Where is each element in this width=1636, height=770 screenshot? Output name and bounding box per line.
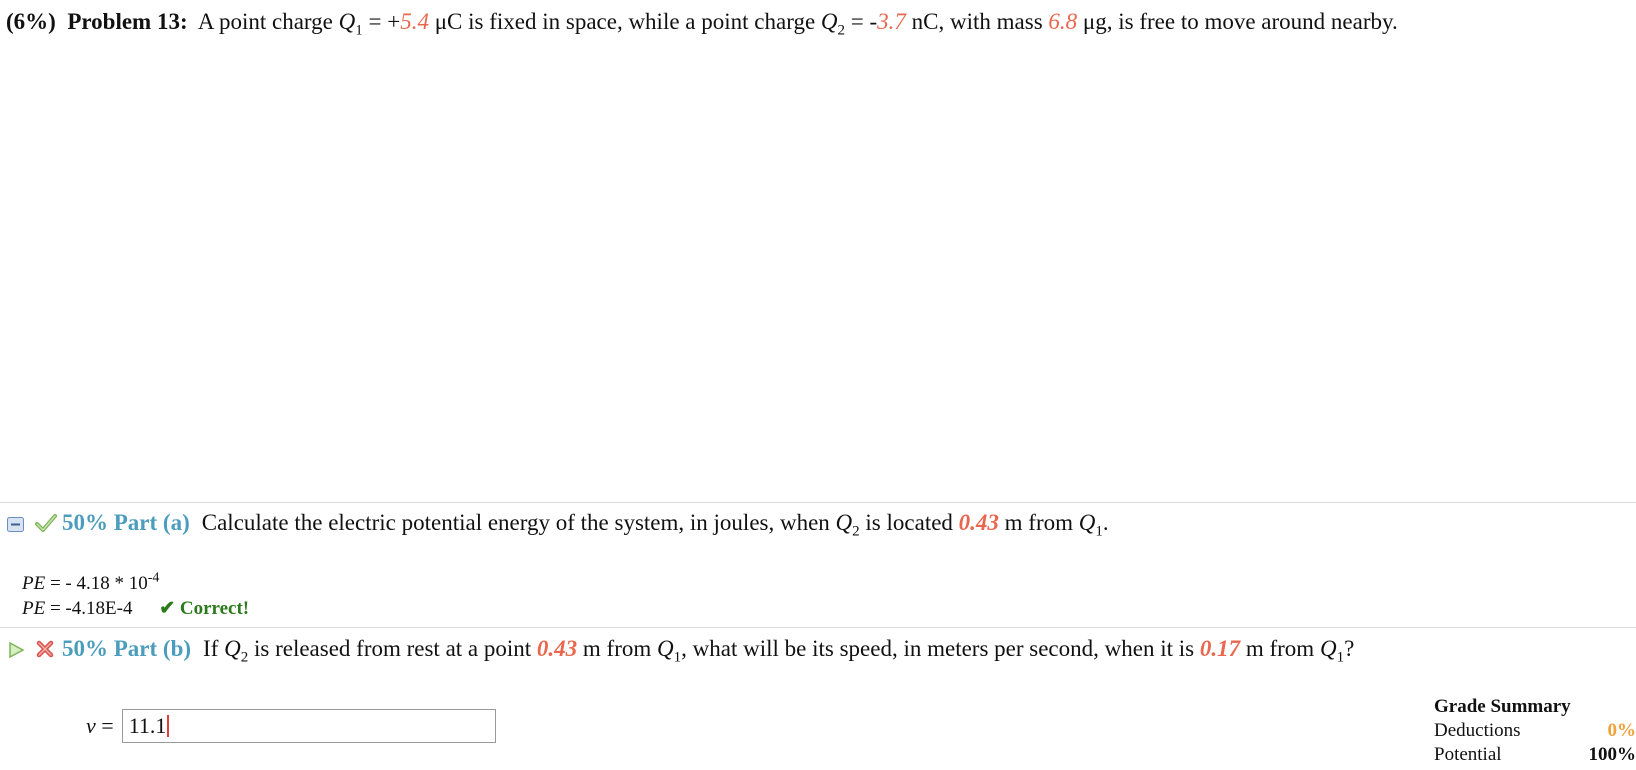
question-text: Calculate the electric potential energy of the system, in joules, when xyxy=(201,510,830,535)
deductions-row xyxy=(1434,719,1636,743)
q2-subscript: 2 xyxy=(240,649,249,666)
answer-exponent: -4 xyxy=(147,570,160,586)
part-b-answer-row xyxy=(86,709,496,743)
part-a-question xyxy=(202,508,1109,538)
distance-value: 0.43 xyxy=(958,510,999,535)
question-text: , what will be its speed, in meters per second, when it is xyxy=(681,636,1195,661)
question-text: If xyxy=(203,636,219,661)
cross-icon xyxy=(34,638,56,660)
part-a-header xyxy=(6,508,1109,538)
q1-symbol: Q xyxy=(1078,510,1096,535)
distance-value: 0.17 xyxy=(1199,636,1241,661)
question-text: m from xyxy=(1004,510,1074,535)
problem-text: = + xyxy=(368,9,401,34)
answer-text: = -4.18E-4 xyxy=(45,598,133,619)
distance-value: 0.43 xyxy=(536,636,578,661)
q2-subscript: 2 xyxy=(837,22,846,39)
part-b-header xyxy=(6,634,1354,664)
problem-statement xyxy=(6,6,1398,38)
answer-line-numeric xyxy=(22,596,249,621)
divider xyxy=(0,627,1636,628)
answer-text: = - 4.18 * 10 xyxy=(45,573,148,594)
problem-text: = - xyxy=(850,9,878,34)
part-b-question xyxy=(203,634,1354,664)
potential-value: 100% xyxy=(1588,744,1636,765)
part-a-label[interactable]: 50% Part (a) xyxy=(62,510,190,535)
collapse-box-icon[interactable] xyxy=(6,512,28,534)
q2-symbol: Q xyxy=(224,636,241,661)
q1-subscript: 1 xyxy=(355,22,363,39)
pe-symbol: PE xyxy=(22,573,46,594)
question-text: m from xyxy=(582,636,652,661)
part-b-label[interactable]: 50% Part (b) xyxy=(62,636,192,661)
problem-title: Problem 13: xyxy=(67,9,188,34)
q1-subscript: 1 xyxy=(1095,523,1103,540)
expand-arrow-icon[interactable] xyxy=(6,638,28,660)
correct-status: ✔ Correct! xyxy=(159,598,250,619)
potential-label: Potential xyxy=(1434,744,1502,765)
question-text: is located xyxy=(865,510,953,535)
answer-input-value: 11.1 xyxy=(128,713,167,738)
question-text: . xyxy=(1102,510,1109,535)
problem-text: A point charge xyxy=(197,9,333,34)
part-a-answer xyxy=(22,571,249,621)
problem-weight: (6%) xyxy=(6,9,56,34)
q1-symbol: Q xyxy=(1319,636,1337,661)
mass-value: 6.8 xyxy=(1048,9,1078,34)
q2-value: 3.7 xyxy=(877,9,906,34)
divider xyxy=(0,502,1636,503)
deductions-value: 0% xyxy=(1607,720,1636,741)
problem-text: μg, is free to move around nearby. xyxy=(1082,9,1398,34)
q1-symbol: Q xyxy=(338,9,356,34)
pe-symbol: PE xyxy=(22,598,46,619)
q1-subscript: 1 xyxy=(1336,649,1345,666)
q2-subscript: 2 xyxy=(852,523,860,540)
q2-symbol: Q xyxy=(835,510,853,535)
potential-row xyxy=(1434,743,1636,767)
question-text: is released from rest at a point xyxy=(253,636,532,661)
question-text: ? xyxy=(1344,636,1355,661)
checkmark-icon xyxy=(34,512,56,534)
question-text: m from xyxy=(1245,636,1315,661)
q1-subscript: 1 xyxy=(673,649,682,666)
q1-symbol: Q xyxy=(657,636,674,661)
deductions-label: Deductions xyxy=(1434,720,1521,741)
answer-line-symbolic xyxy=(22,571,249,596)
q2-symbol: Q xyxy=(820,9,838,34)
v-symbol: v xyxy=(86,713,96,738)
answer-input-label xyxy=(86,713,114,739)
q1-value: 5.4 xyxy=(400,9,429,34)
problem-text: nC, with mass xyxy=(911,9,1043,34)
problem-text: μC is fixed in space, while a point charge xyxy=(434,9,816,34)
answer-input[interactable] xyxy=(122,709,496,743)
grade-summary xyxy=(1434,695,1636,767)
grade-summary-title: Grade Summary xyxy=(1434,696,1571,717)
text-caret xyxy=(167,715,169,737)
equals-sign: = xyxy=(95,713,114,738)
